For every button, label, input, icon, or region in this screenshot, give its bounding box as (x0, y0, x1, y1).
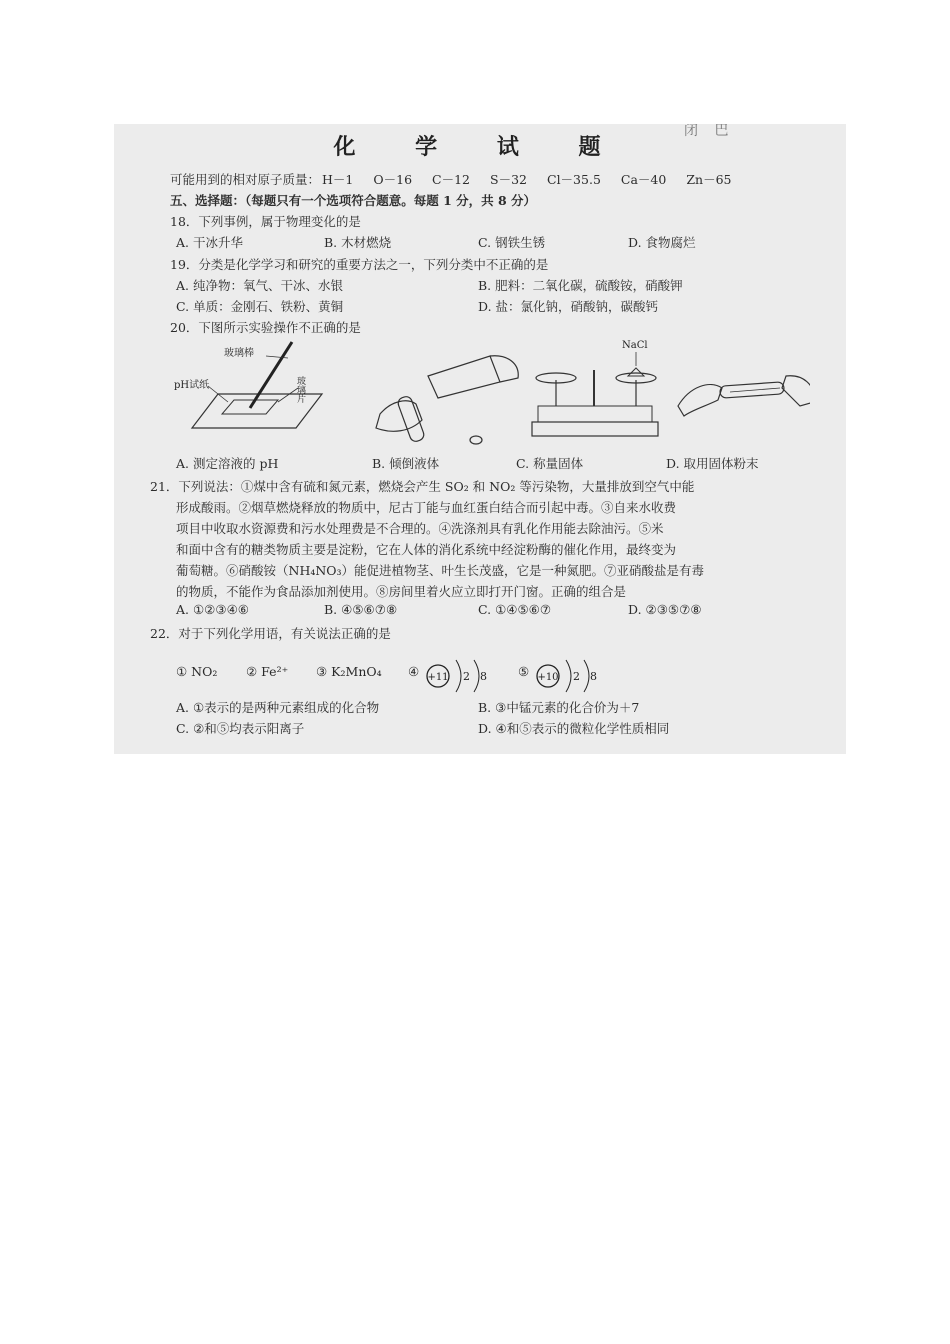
q21-line-6: 的物质，不能作为食品添加剂使用。⑧房间里着火应立即打开门窗。正确的组合是 (176, 584, 627, 599)
q22-option-d: D. ④和⑤表示的微粒化学性质相同 (478, 721, 670, 736)
q20-stem: 20．下图所示实验操作不正确的是 (170, 320, 361, 335)
q21-option-d: D. ②③⑤⑦⑧ (628, 602, 702, 617)
mass-o: O－16 (373, 172, 413, 187)
page-title: 化 学 试 题 (333, 134, 627, 160)
q19-option-b: B. 肥料：二氧化碳，硫酸铵，硝酸钾 (478, 278, 683, 293)
powder-figure (678, 376, 810, 416)
atom5-nucleus: +10 (537, 672, 559, 683)
q22-item-4: ④ (408, 664, 420, 679)
q19-option-c: C. 单质：金刚石、铁粉、黄铜 (176, 299, 344, 314)
atom5-shell-1: 2 (573, 670, 580, 683)
ph-paper-label: pH试纸 (174, 380, 210, 391)
q19-stem: 19．分类是化学学习和研究的重要方法之一，下列分类中不正确的是 (170, 257, 549, 272)
q20-option-c: C. 称量固体 (516, 456, 584, 471)
atom4-shell-1: 2 (463, 670, 470, 683)
q22-item-1: ① NO₂ (176, 664, 218, 679)
glass-slide-label: 玻璃片 (295, 376, 305, 403)
q22-item-2: ② Fe²⁺ (246, 664, 289, 679)
q22-option-c: C. ②和⑤均表示阳离子 (176, 721, 305, 736)
q21-option-b: B. ④⑤⑥⑦⑧ (324, 602, 398, 617)
balance-figure (532, 340, 658, 436)
q22-item-5: ⑤ (518, 664, 530, 679)
ph-test-figure (174, 342, 322, 428)
q22-stem: 22．对于下列化学用语，有关说法正确的是 (150, 626, 391, 641)
scanned-exam-page (114, 124, 846, 754)
q18-stem: 18．下列事例，属于物理变化的是 (170, 214, 361, 229)
glass-rod-label: 玻璃棒 (224, 348, 254, 359)
q19-option-a: A. 纯净物：氧气、干冰、水银 (176, 278, 343, 293)
masses-label: 可能用到的相对原子质量： (170, 172, 321, 187)
q20-experiment-figures (170, 336, 810, 448)
q22-option-a: A. ①表示的是两种元素组成的化合物 (176, 700, 380, 715)
q18-option-c: C. 钢铁生锈 (478, 235, 546, 250)
q20-option-a: A. 测定溶液的 pH (176, 456, 279, 471)
mass-c: C－12 (432, 172, 471, 187)
q20-option-d: D. 取用固体粉末 (666, 456, 759, 471)
mass-zn: Zn－65 (686, 172, 732, 187)
mass-ca: Ca－40 (620, 172, 667, 187)
mass-cl: Cl－35.5 (547, 172, 601, 187)
atom-structure-4 (422, 654, 502, 698)
q21-line-5: 葡萄糖。⑥硝酸铵（NH₄NO₃）能促进植物茎、叶生长茂盛，它是一种氮肥。⑦亚硝酸盐是有毒 (176, 563, 705, 578)
q18-option-b: B. 木材燃烧 (324, 235, 392, 250)
q19-option-d: D. 盐：氯化钠，硝酸钠，碳酸钙 (478, 299, 659, 314)
pour-liquid-figure (376, 356, 518, 444)
q18-option-a: A. 干冰升华 (176, 235, 243, 250)
nacl-label: NaCl (622, 340, 648, 351)
q21-line-1: 21．下列说法：①煤中含有硫和氮元素，燃烧会产生 SO₂ 和 NO₂ 等污染物，大量排放到空气中能 (150, 479, 695, 494)
atom4-nucleus: +11 (427, 672, 449, 683)
atom5-shell-2: 8 (590, 670, 597, 683)
header-scribble: 闭 巴 (684, 124, 735, 139)
q20-option-b: B. 倾倒液体 (372, 456, 440, 471)
q22-item-3: ③ K₂MnO₄ (316, 664, 382, 679)
atomic-masses (170, 170, 752, 188)
q21-option-a: A. ①②③④⑥ (176, 602, 250, 617)
atom-structure-5 (532, 654, 612, 698)
q22-option-b: B. ③中锰元素的化合价为＋7 (478, 700, 640, 715)
q22-symbols (170, 652, 730, 696)
q21-line-4: 和面中含有的糖类物质主要是淀粉，它在人体的消化系统中经淀粉酶的催化作用，最终变为 (176, 542, 677, 557)
q21-option-c: C. ①④⑤⑥⑦ (478, 602, 552, 617)
atom4-shell-2: 8 (480, 670, 487, 683)
mass-h: H－1 (322, 172, 354, 187)
section-heading: 五、选择题：（每题只有一个选项符合题意。每题 1 分，共 8 分） (170, 193, 537, 208)
mass-s: S－32 (490, 172, 527, 187)
q21-line-2: 形成酸雨。②烟草燃烧释放的物质中，尼古丁能与血红蛋白结合而引起中毒。③自来水收费 (176, 500, 677, 515)
q21-line-3: 项目中收取水资源费和污水处理费是不合理的。④洗涤剂具有乳化作用能去除油污。⑤米 (176, 521, 664, 536)
q18-option-d: D. 食物腐烂 (628, 235, 696, 250)
